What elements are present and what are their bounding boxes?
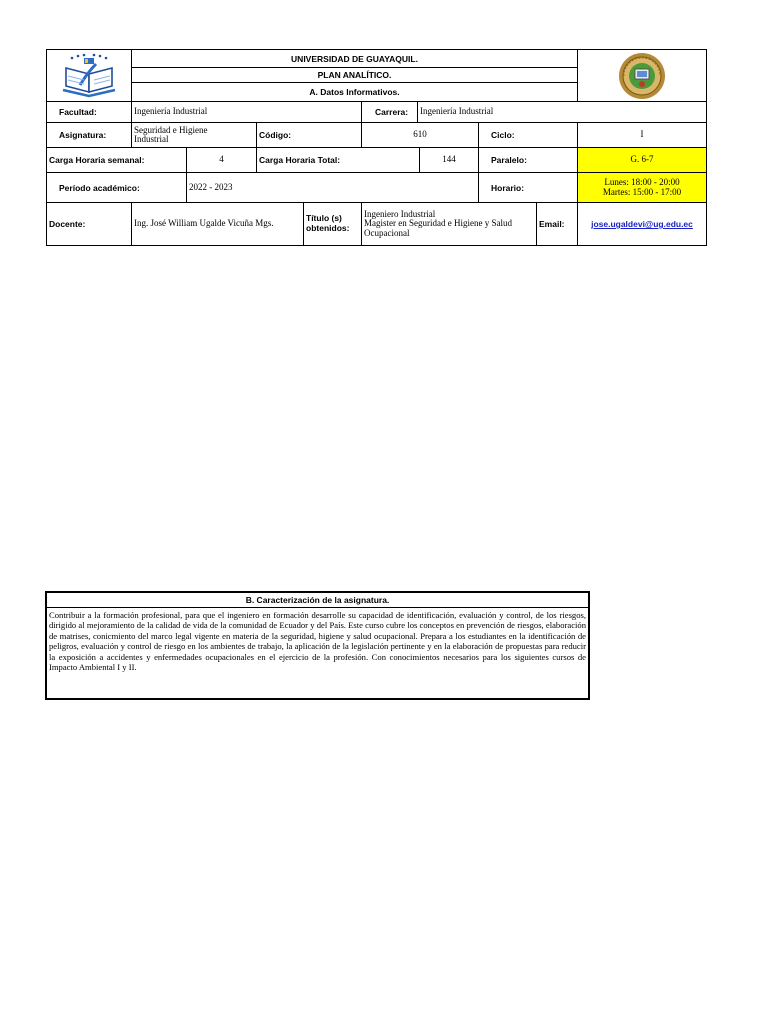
email-cell <box>577 202 707 246</box>
asignatura-label: Asignatura: <box>46 122 132 148</box>
periodo-value: 2022 - 2023 <box>186 172 479 203</box>
facultad-value: Ingeniería Industrial <box>131 101 362 123</box>
docente-value: Ing. José William Ugalde Vicuña Mgs. <box>131 202 304 246</box>
titulos-label: Título (s) obtenidos: <box>303 202 362 246</box>
horario-line-2: Martes: 15:00 - 17:00 <box>602 186 682 197</box>
carga-semanal-label: Carga Horaria semanal: <box>46 147 187 173</box>
faculty-seal-icon <box>616 52 668 100</box>
horario-label: Horario: <box>478 172 578 203</box>
carga-semanal-value: 4 <box>186 147 257 173</box>
plan-title: PLAN ANALÍTICO. <box>131 67 578 83</box>
carrera-label: Carrera: <box>361 101 418 123</box>
datos-informativos-table <box>0 0 768 260</box>
faculty-logo-cell <box>577 49 707 102</box>
section-b-text: Contribuir a la formación profesional, para que el ingeniero en formación desarrolle su capacidad de identificación, evaluación y control, de los riesgos, dirigido al mejoramiento de la calidad de vida de la comunidad de Ecuador y del País. Este curso cubre los conceptos en prevención de riesgos, elaboración de matrises, conicmiento del marco legal vigente en materia de la seguridad, higiene y salud ocupacional. Prepara a los estudiantes en la identificación de peligros, evaluación y control de riesgo en los ambientes de trabajo, la aplicación de la legislación pertinente y en la elaboración de propuestas para reducir la exposición a accidentes y enfermedades ocupacionales en el ejercicio de la profesión. Con conocimientos necesarios para los siguientes cursos de Impacto Ambiental I y II. <box>45 607 590 700</box>
carga-total-label: Carga Horaria Total: <box>256 147 420 173</box>
email-label: Email: <box>536 202 578 246</box>
carga-total-value: 144 <box>419 147 479 173</box>
asignatura-value: Seguridad e Higiene Industrial <box>131 122 257 148</box>
codigo-value: 610 <box>361 122 479 148</box>
periodo-label: Período académico: <box>46 172 187 203</box>
ciclo-label: Ciclo: <box>478 122 578 148</box>
titulo-line-2: Magister en Seguridad e Higiene y Salud Ocupacional <box>364 218 512 238</box>
carrera-value: Ingeniería Industrial <box>417 101 707 123</box>
paralelo-value: G. 6-7 <box>577 147 707 173</box>
ciclo-value: I <box>577 122 707 148</box>
email-link[interactable]: jose.ugaldevi@ug.edu.ec <box>591 219 693 229</box>
university-crest-icon <box>58 52 120 100</box>
paralelo-label: Paralelo: <box>478 147 578 173</box>
university-title: UNIVERSIDAD DE GUAYAQUIL. <box>131 49 578 68</box>
horario-line-1: Lunes: 18:00 - 20:00 <box>604 177 680 188</box>
facultad-label: Facultad: <box>46 101 132 123</box>
horario-value <box>577 172 707 203</box>
titulo-line-1: Ingeniero Industrial <box>364 208 436 219</box>
section-b-title: B. Caracterización de la asignatura. <box>45 591 590 608</box>
section-a-title: A. Datos Informativos. <box>131 82 578 102</box>
docente-label: Docente: <box>46 202 132 246</box>
university-logo-cell <box>46 49 132 102</box>
titulos-value <box>361 202 537 246</box>
codigo-label: Código: <box>256 122 362 148</box>
